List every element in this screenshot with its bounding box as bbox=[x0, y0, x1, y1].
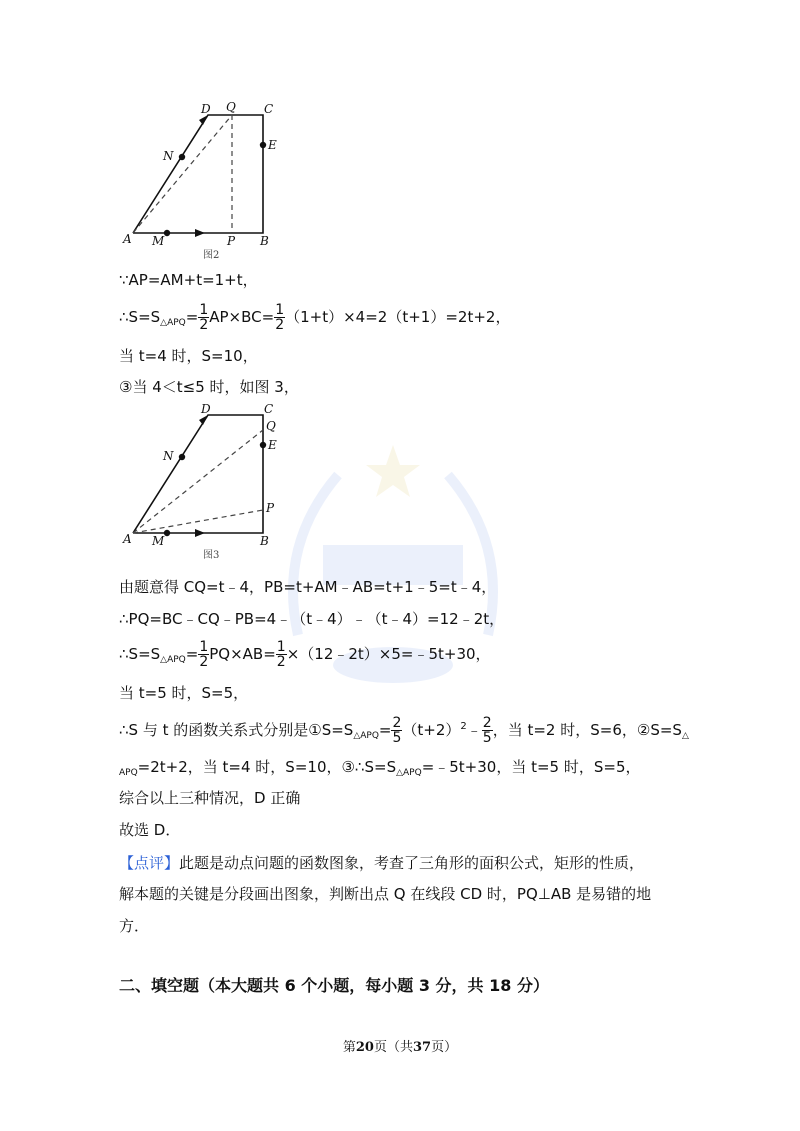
fig2-label-p: P bbox=[227, 234, 236, 248]
line-t4: 当 t=4 时，S=10， bbox=[119, 347, 258, 365]
line-answer: 故选 D． bbox=[119, 821, 181, 839]
line-s-area-3: $\therefore S=S_{\triangle APQ}=$ $\frac{1}{2}$ PQ×AB= $\frac{1}{2}$ ×（12﹣2t）×5=﹣5t+30， bbox=[119, 639, 491, 670]
fig3-label-a: A bbox=[123, 532, 132, 546]
fig3-caption: 图3 bbox=[203, 550, 220, 561]
line-t5: 当 t=5 时，S=5， bbox=[119, 684, 249, 702]
line-s-area-1: $\therefore S=S_{\triangle APQ}=$ $\frac{1}{2}$ AP×BC= $\frac{1}{2}$ （1+t）×4=2（t+1）=2t+2， bbox=[119, 302, 511, 333]
fig3-label-e: E bbox=[268, 438, 277, 452]
total-pages: 37 bbox=[413, 1040, 432, 1055]
fig2-label-c: C bbox=[264, 102, 274, 116]
fig3-label-p: P bbox=[266, 501, 275, 515]
section-heading: 二、填空题（本大题共 6 个小题，每小题 3 分，共 18 分） bbox=[119, 976, 549, 995]
fig3-label-q: Q bbox=[266, 419, 276, 433]
fig2-label-d: D bbox=[201, 102, 211, 116]
fig2-label-e: E bbox=[268, 138, 277, 152]
line-cq-pb: 由题意得 CQ=t﹣4，PB=t+AM﹣AB=t+1﹣5=t﹣4， bbox=[119, 578, 497, 596]
line-comment-3: 方． bbox=[119, 917, 150, 935]
page-number: 20 bbox=[355, 1040, 374, 1055]
fig2-label-b: B bbox=[260, 234, 269, 248]
comment-tag: 【点评】 bbox=[119, 854, 180, 872]
page-footer: 第20页（共37页） bbox=[342, 1040, 458, 1055]
line-conclusion: 综合以上三种情况，D 正确 bbox=[119, 789, 301, 807]
fig3-label-n: N bbox=[163, 449, 174, 463]
fig3-label-c: C bbox=[264, 402, 274, 416]
fig3-label-d: D bbox=[201, 402, 211, 416]
line-pq: ∴PQ=BC﹣CQ﹣PB=4﹣（t﹣4）﹣（t﹣4）=12﹣2t， bbox=[119, 610, 505, 628]
line-ap: ∵AP=AM+t=1+t， bbox=[119, 271, 258, 289]
fig3-label-m: M bbox=[152, 534, 165, 548]
fig2-label-a: A bbox=[123, 232, 132, 246]
fig2-label-q: Q bbox=[226, 100, 236, 114]
line-comment-1: 【点评】此题是动点问题的函数图象，考查了三角形的面积公式，矩形的性质， bbox=[119, 854, 645, 872]
fig2-caption: 图2 bbox=[203, 250, 220, 261]
fig2-label-n: N bbox=[163, 149, 174, 163]
fig2-label-m: M bbox=[152, 234, 165, 248]
line-summary-2: $_{APQ}$=2t+2，当 t=4 时，S=10，$③\therefore S=S_{\triangle APQ}=﹣5t+30$，当 t=5 时，S=5， bbox=[119, 758, 641, 778]
line-case3: ③当 4＜t≤5 时，如图 3， bbox=[119, 378, 299, 396]
line-comment-2: 解本题的关键是分段画出图象，判断出点 Q 在线段 CD 时，PQ⊥AB 是易错的地 bbox=[119, 885, 652, 903]
figure-3 bbox=[115, 400, 285, 561]
line-summary-1: ∴S 与 t 的函数关系式分别是$①S=S_{\triangle APQ}=$ $\frac{2}{5}$ $(t+2)^2﹣$ $\frac{2}{5}$ ，当 t=2 时，S=6，$②S=S_\triangle$ bbox=[119, 715, 689, 746]
fig3-label-b: B bbox=[260, 534, 269, 548]
figure-2 bbox=[115, 100, 285, 261]
